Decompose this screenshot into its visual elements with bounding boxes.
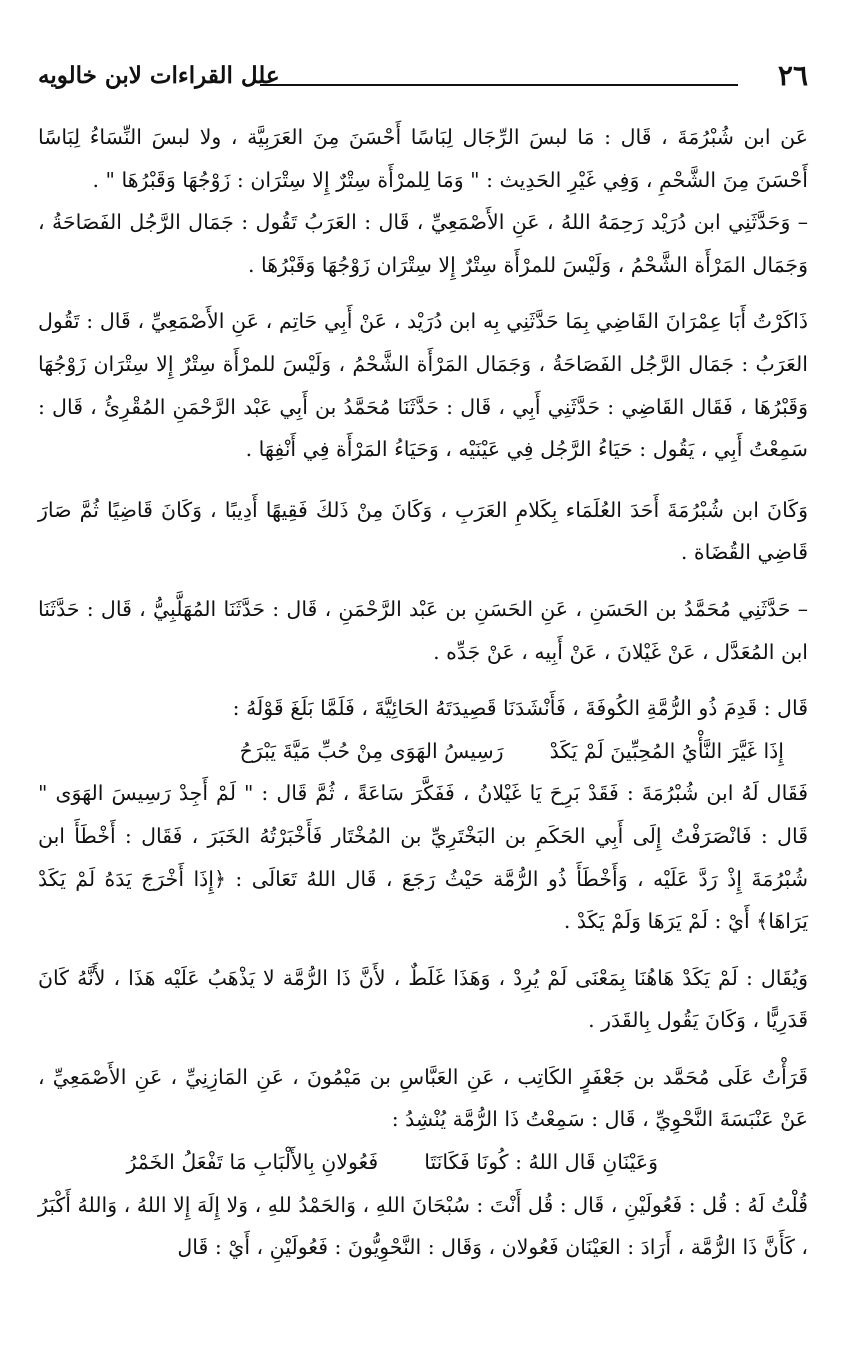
poetry-verse <box>38 730 808 773</box>
paragraph: قَال : قَدِمَ ذُو الرُّمَّةِ الكُوفَةَ ، فَأَنْشَدَنَا قَصِيدَتَهُ الحَائِيَّةَ ، فَلَمَّا بَلَغَ قَوْلَهُ : <box>232 696 808 721</box>
verse-second-hemistich: رَسِيسُ الهَوَى مِنْ حُبِّ مَيَّةَ يَبْرَحُ <box>239 738 504 763</box>
paragraph: – وَحَدَّثَنِي ابن دُرَيْد رَحِمَهُ اللهُ ، عَنِ الأَصْمَعِيِّ ، قَال : العَرَبُ تَقُول : جَمَال الرَّجُل الفَصَاحَةُ ، وَجَمَال المَرْأَة الشَّحْمُ ، وَلَيْسَ للمرْأَة سِتْرٌ إِلا سِتْرَان زَوْجُهَا وَقَبْرُهَا . <box>38 210 808 277</box>
paragraph: عَن ابن شُبْرُمَةَ ، قَال : مَا لبسَ الرِّجَال لِبَاسًا أَحْسَنَ مِنَ العَرَبِيَّة ، ولا لبسَ النِّسَاءُ لِبَاسًا أَحْسَنَ مِنَ الشَّحْمِ ، وَفِي غَيْرِ الحَدِيث : " وَمَا لِلمرْأَة سِتْرٌ إِلا سِتْرَان : زَوْجُهَا وَقَبْرُهَا " . <box>38 125 808 192</box>
running-header <box>38 56 808 96</box>
verse-second-hemistich: فَعُولانِ بِالأَلْبَابِ مَا تَفْعَلُ الخَمْرُ <box>126 1150 379 1175</box>
paragraph: قُلْتُ لَهُ : قُل : فَعُولَيْنِ ، قَال : قُل أَنْتَ : سُبْحَانَ اللهِ ، وَالحَمْدُ للهِ ، وَلا إِلَهَ إِلا اللهُ ، وَاللهُ أَكْبَرُ ، كَأَنَّ ذَا الرُّمَّة ، أَرَادَ : العَيْنَان فَعُولان ، وَقَال : النَّحْوِيُّونَ : فَعُولَيْنِ ، أَيْ : قَال <box>38 1192 808 1260</box>
paragraph: فَقَال لَهُ ابن شُبْرُمَةَ : فَقَدْ بَرِحَ يَا غَيْلانُ ، فَفَكَّرَ سَاعَةً ، ثُمَّ قَال : " لَمْ أَجِدْ رَسِيسَ الهَوَى " قَال : فَانْصَرَفْتُ إِلَى أَبِي الحَكَمِ بن البَخْتَرِيِّ بن المُخْتَار فَأَخْبَرْتُهُ الخَبَرَ ، فَقَال : أَخْطَأَ ابن شُبْرُمَةَ إِذْ رَدَّ عَلَيْه ، وَأَخْطَأَ ذُو الرُّمَّة حَيْثُ رَجَعَ ، قَال اللهُ تَعَالَى : ﴿إِذَا أَخْرَجَ يَدَهُ لَمْ يَكَدْ يَرَاهَا﴾ أَيْ : لَمْ يَرَهَا وَلَمْ يَكَدْ . <box>38 781 808 934</box>
verse-first-hemistich: إِذَا غَيَّرَ النَّأْيُ المُحِبِّينَ لَمْ يَكَدْ <box>549 738 784 763</box>
verse-first-hemistich: وَعَيْنَانِ قَال اللهُ : كُونَا فَكَانَتَا <box>424 1150 658 1175</box>
poetry-verse <box>38 1141 808 1184</box>
paragraph: ذَاكَرْتُ أَبَا عِمْرَانَ القَاضِي بِمَا حَدَّثَنِي بِه ابن دُرَيْد ، عَنْ أَبِي حَاتِم ، عَنِ الأَصْمَعِيِّ ، قَال : تَقُول العَرَبُ : جَمَال الرَّجُل الفَصَاحَةُ ، وَجَمَال المَرْأَة الشَّحْمُ ، وَلَيْسَ للمرْأَة سِتْرٌ إِلا سِتْرَان زَوْجُهَا وَقَبْرُهَا ، فَقَال القَاضِي : حَدَّثَنِي أَبِي ، قَال : حَدَّثَنَا مُحَمَّدُ بن أَبِي عَبْد الرَّحْمَنِ المُقْرِئُ ، قَال : سَمِعْتُ أَبِي ، يَقُول : حَيَاءُ الرَّجُل فِي عَيْنَيْه ، وَحَيَاءُ المَرْأَة فِي أَنْفِهَا . <box>38 309 808 462</box>
paragraph: وَكَانَ ابن شُبْرُمَةَ أَحَدَ العُلَمَاء بِكَلامِ العَرَبِ ، وَكَانَ مِنْ ذَلكَ فَقِيهًا أَدِيبًا ، وَكَانَ قَاضِيًا ثُمَّ صَارَ قَاضِي القُضَاة . <box>38 497 808 565</box>
paragraph: وَيُقَال : لَمْ يَكَدْ هَاهُنَا بِمَعْنَى لَمْ يُرِدْ ، وَهَذَا غَلَطٌ ، لأَنَّ ذَا الرُّمَّة لا يَذْهَبُ عَلَيْه هَذَا ، لأَنَّهُ كَانَ قَدَرِيًّا ، وَكَانَ يَقُول بِالقَدَر . <box>38 965 808 1033</box>
book-title: علل القراءات لابن خالويه <box>38 62 280 89</box>
book-page <box>38 56 808 1346</box>
page-body <box>38 116 808 1269</box>
paragraph: – حَدَّثَنِي مُحَمَّدُ بن الحَسَنِ ، عَنِ الحَسَنِ بن عَبْد الرَّحْمَنِ ، قَال : حَدَّثَنَا المُهَلَّبِيُّ ، قَال : حَدَّثَنَا ابن المُعَدَّل ، عَنْ غَيْلانَ ، عَنْ أَبِيه ، عَنْ جَدِّه . <box>38 596 808 664</box>
header-rule <box>260 84 738 86</box>
paragraph: قَرَأْتُ عَلَى مُحَمَّد بن جَعْفَرٍ الكَاتِب ، عَنِ العَبَّاسِ بن مَيْمُونَ ، عَنِ المَازِنِيِّ ، عَنِ الأَصْمَعِيِّ ، عَنْ عَنْبَسَةَ النَّحْوِيِّ ، قَال : سَمِعْتُ ذَا الرُّمَّة يُنْشِدُ : <box>38 1064 808 1132</box>
page-number: ٢٦ <box>777 59 808 92</box>
